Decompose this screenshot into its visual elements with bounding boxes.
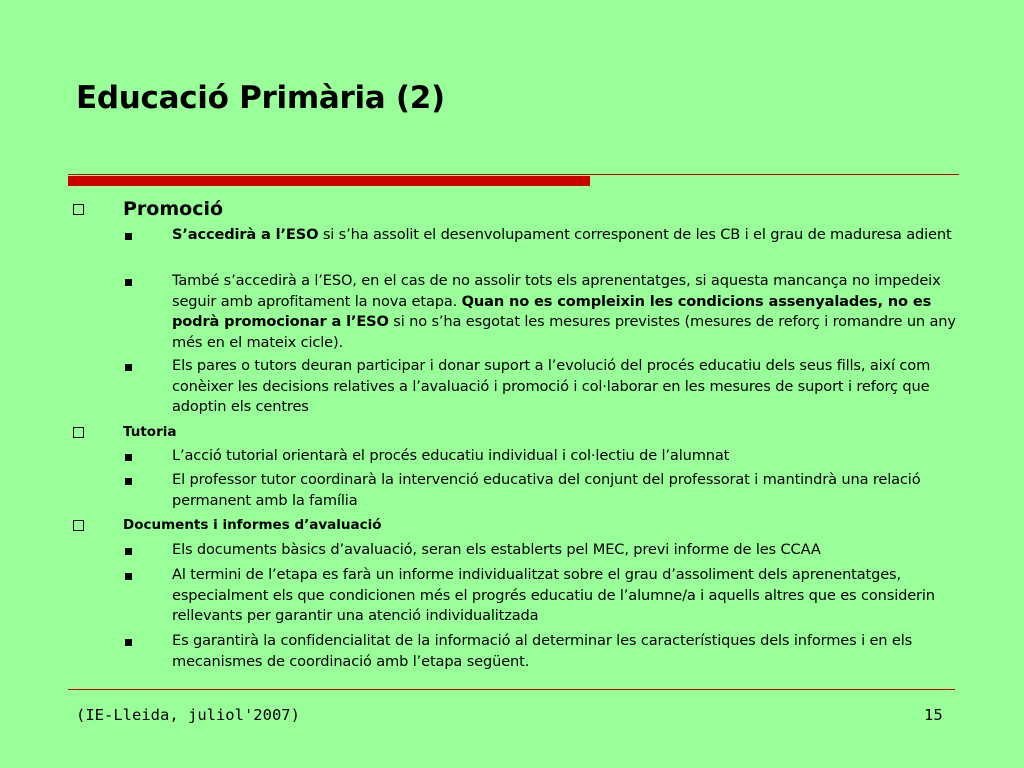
list-item-text — [172, 271, 972, 353]
square-bullet-icon — [125, 364, 132, 371]
list-item-text: Els pares o tutors deuran participar i donar suport a l’evolució del procés educatiu dels seus fills, així com conèixer les decisions relatives a l’avaluació i promoció i col·laborar en les mesures de suport i reforç que adoptin els centres — [172, 357, 931, 415]
square-bullet-icon — [125, 478, 132, 485]
title-underline-thin — [68, 174, 959, 175]
square-bullet-icon — [125, 639, 132, 646]
square-bullet-icon — [125, 454, 132, 461]
square-bullet-icon — [125, 548, 132, 555]
list-item-text: Al termini de l’etapa es farà un informe individualitzat sobre el grau d’assoliment dels aprenentatges, especialment els que condicionen més el progrés educatiu de l’alumne/a i aquells altres que es considerin rellevants per garantir una atenció individualitzada — [172, 566, 935, 624]
hollow-square-bullet-icon — [73, 204, 84, 215]
list-item-text — [172, 225, 972, 246]
section-heading-label: Documents i informes d’avaluació — [123, 517, 382, 533]
page-number: 15 — [924, 706, 943, 724]
section-heading-label: Promoció — [123, 198, 224, 220]
list-item-text-bold: S’accedirà a l’ESO — [172, 226, 319, 243]
hollow-square-bullet-icon — [73, 427, 84, 438]
list-item-text: Els documents bàsics d’avaluació, seran els establerts pel MEC, previ informe de les CCAA — [172, 541, 821, 558]
footer-rule — [68, 689, 955, 690]
list-item-text-span: si s’ha assolit el desenvolupament corresponent de les CB i el grau de maduresa adient — [318, 226, 952, 243]
list-item-text-span: També s’accedirà a l’ESO, en el cas de no assolir tots els aprenentatges, si aquesta mancança no impedeix seguir amb aprofitament la nova etapa. — [172, 272, 941, 310]
title-underline-thick — [68, 176, 590, 186]
list-item-text: Es garantirà la confidencialitat de la informació al determinar les característiques dels informes i en els mecanismes de coordinació amb l’etapa següent. — [172, 632, 913, 670]
list-item-text-bold: Quan no es compleixin les condicions assenyalades, no es podrà promocionar a l’ESO — [172, 292, 932, 330]
list-item-text-span: si no s’ha esgotat les mesures previstes (mesures de reforç i romandre un any més en el mateix cicle). — [172, 313, 956, 351]
slide-title: Educació Primària (2) — [76, 80, 445, 116]
section-heading-label: Tutoria — [123, 424, 177, 440]
footer-text: (IE-Lleida, juliol'2007) — [76, 706, 300, 724]
list-item-text: El professor tutor coordinarà la intervenció educativa del conjunt del professorat i mantindrà una relació permanent amb la família — [172, 471, 921, 509]
hollow-square-bullet-icon — [73, 520, 84, 531]
list-item-text: L’acció tutorial orientarà el procés educatiu individual i col·lectiu de l’alumnat — [172, 447, 730, 464]
square-bullet-icon — [125, 573, 132, 580]
square-bullet-icon — [125, 233, 132, 240]
square-bullet-icon — [125, 279, 132, 286]
